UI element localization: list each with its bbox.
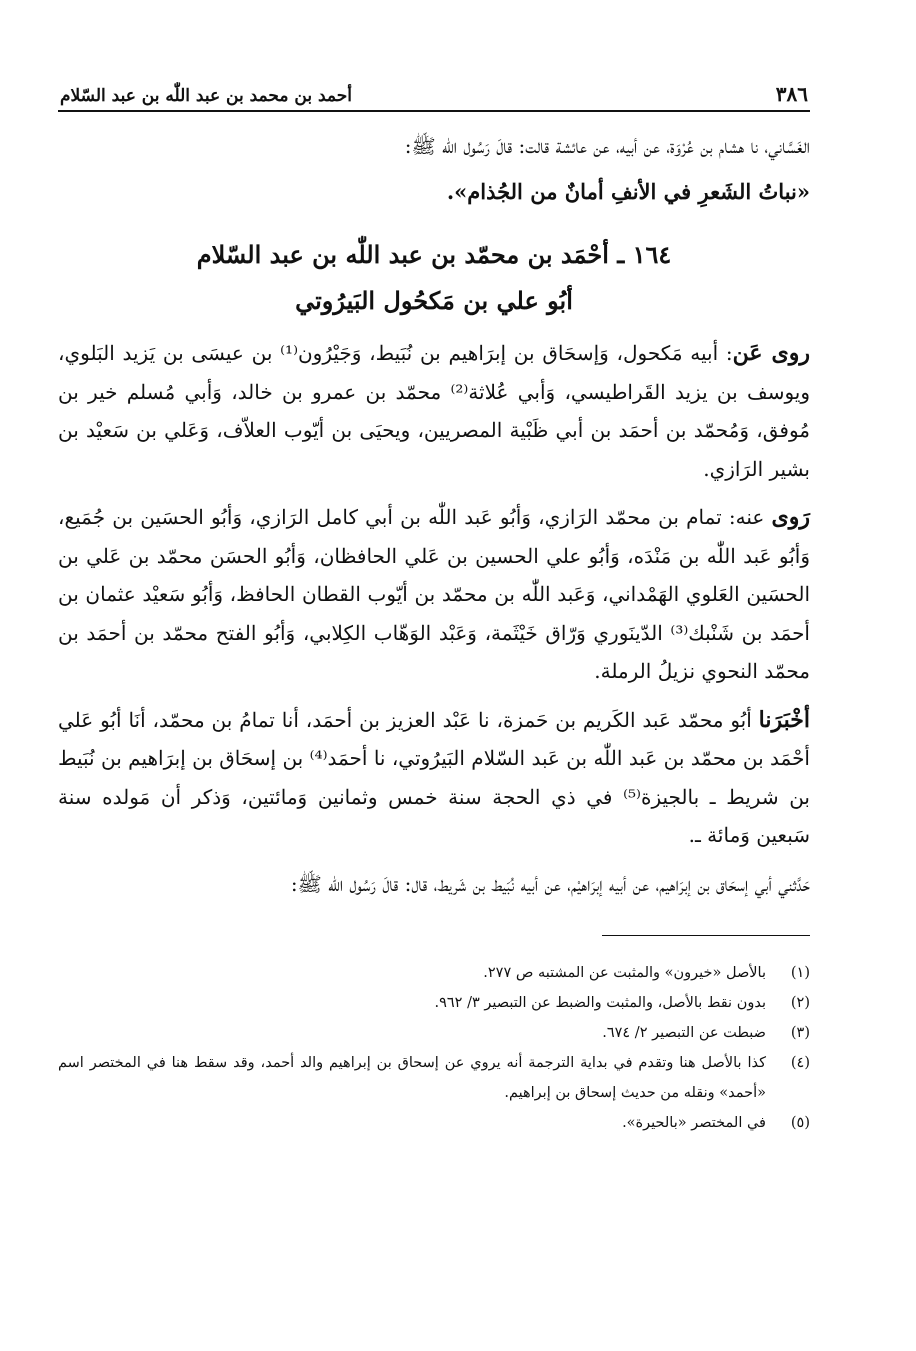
narrated-by-text: عنه: تمام بن محمّد الرَازي، وَأبُو عَبد اللّٰه بن أبي كامل الرَازي، وَأبُو الحسَين بن جُمَيع، وَأبُو عَبد اللّٰه بن مَنْدَه، وَأبُو علي الحسين بن عَلي الحافظان، وَأبُو الحسَن محمّد بن عَلي بن الحسَين العَلوي الهَمْداني، وَعَبد اللّٰه بن محمّد بن أيّوب القطان الحافظ، وَأبُو سَعيْد عثمان بن أحمَد بن شَنْبك⁽³⁾ الدّينَوري وَرّاق خَيْثَمة، وَعَبْد الوَهّاب الكِلابي، وَأبُو الفتح محمّد بن أحمَد بن محمّد النحوي نزيلُ الرملة. xyxy=(58,505,810,683)
hadith-chain-paragraph: حَدَّثني أبي إسحَاق بن إبرَاهيم، عن أبيه إبرَاهيْم، عن أبيه نُبَيط بن شَريط، قال: قالَ رَسُول اللّٰه ﷺ: xyxy=(290,871,810,896)
footnote-number: (٢) xyxy=(790,995,810,1011)
footnote-number: (٤) xyxy=(790,1055,810,1071)
footnote-separator xyxy=(602,935,810,936)
footnote-number: (٣) xyxy=(790,1025,810,1041)
isnad-lead: أخْبَرَنا xyxy=(758,706,810,733)
footnote-item xyxy=(58,958,810,988)
footnote-item xyxy=(58,1048,810,1108)
footnote-number: (٥) xyxy=(790,1115,810,1131)
page-number: ٣٨٦ xyxy=(775,82,808,106)
narrated-by-paragraph xyxy=(58,498,810,691)
footnote-text: بدون نقط بالأصل، والمثبت والضبط عن التبصير ٣/ ٩٦٢. xyxy=(434,995,766,1011)
footnotes xyxy=(58,958,810,1138)
running-header xyxy=(58,70,810,112)
footnote-text: في المختصر «بالحيرة». xyxy=(622,1115,766,1131)
book-page xyxy=(58,70,810,1138)
footnote-number: (١) xyxy=(790,965,810,981)
entry-title-name: ١٦٤ ـ أحْمَد بن محمّد بن عبد اللّٰه بن عبد السّلام xyxy=(196,240,672,269)
footnote-item xyxy=(58,1018,810,1048)
narrated-by-lead: رَوى xyxy=(771,504,810,530)
entry-title xyxy=(58,232,810,324)
footnote-item xyxy=(58,1108,810,1138)
footnote-text: ضبطت عن التبصير ٢/ ٦٧٤. xyxy=(602,1025,766,1041)
entry-title-kunya: أبُو علي بن مَكحُول البَيرُوتي xyxy=(295,286,573,315)
running-title: أحمد بن محمد بن عبد اللّٰه بن عبد السّلام xyxy=(60,86,352,106)
footnote-text: بالأصل «خيرون» والمثبت عن المشتبه ص ٢٧٧. xyxy=(483,965,766,981)
narrated-from-lead: روى عَن xyxy=(732,340,810,366)
hadith-quote: «نباتُ الشَعرِ في الأنفِ أمانٌ من الجُذام». xyxy=(446,179,810,204)
isnad-paragraph xyxy=(58,701,810,855)
narrated-from-paragraph xyxy=(58,334,810,488)
footnote-item xyxy=(58,988,810,1018)
intro-line: الغَسَّاني، نا هشام بن عُرْوَة، عن أبيه، عن عائشة قالت: قالَ رَسُول اللّٰه ﷺ: xyxy=(404,134,810,158)
isnad-text: أبُو محمّد عَبد الكَريم بن حَمزة، نا عَبْد العزيز بن أحمَد، أنا تمامُ بن محمّد، أنَا أبُو عَلي أحْمَد بن محمّد بن عَبد اللّٰه بن عَبد السّلام البَيرُوتي، نا أحمَد⁽⁴⁾ بن إسحَاق بن إبرَاهيم بن نُبَيط بن شريط ـ بالجيزة⁽⁵⁾ في ذي الحجة سنة خمس وثمانين وَمائتين، وَذكر أن مَولده سنة سَبعين وَمائة ـ. xyxy=(58,707,810,847)
narrated-from-text: : أبيه مَكحول، وَإسحَاق بن إبرَاهيم بن نُبَيط، وَجَيْرُون⁽¹⁾ بن عيسَى بن يَزيد البَلوي، ويوسف بن يزيد القَراطيسي، وَأبي عُلاثة⁽²⁾ محمّد بن عمرو بن خالد، وَأبي مُسلم خير بن مُوفق، وَمُحمّد بن أحمَد بن أبي ظَبْية المصريين، ويحيَى بن أيّوب العلاّف، وَعَلي بن سَعيْد بن بشير الرَازي. xyxy=(58,341,811,481)
intro-section xyxy=(58,124,810,216)
footnote-text: كذا بالأصل هنا وتقدم في بداية الترجمة أنه يروي عن إسحاق بن إبراهيم والد أحمد، وقد سقط هنا في المختصر اسم «أحمد» ونقله من حديث إسحاق بن إبراهيم. xyxy=(58,1055,766,1101)
